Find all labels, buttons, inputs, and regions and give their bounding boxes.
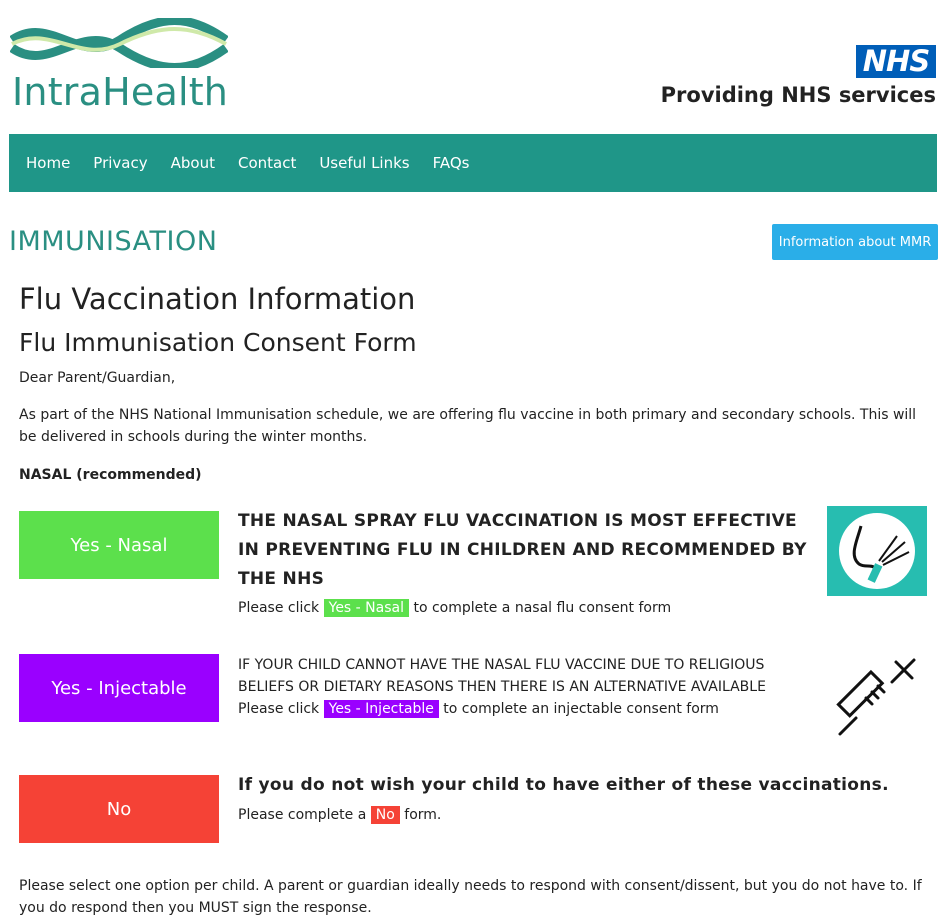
injectable-chip: Yes - Injectable <box>324 700 439 718</box>
nav-contact[interactable]: Contact <box>237 154 297 172</box>
nav-about[interactable]: About <box>170 154 215 172</box>
no-chip: No <box>371 806 400 824</box>
yes-injectable-button[interactable]: Yes - Injectable <box>19 654 219 722</box>
nav-privacy[interactable]: Privacy <box>93 154 148 172</box>
nasal-instruction-post: to complete a nasal flu consent form <box>413 600 672 616</box>
injectable-instruction-post: to complete an injectable consent form <box>443 701 719 717</box>
nasal-option-heading: THE NASAL SPRAY FLU VACCINATION IS MOST EFFECTIVE IN PREVENTING FLU IN CHILDREN AND RECOMMENDED BY THE NHS <box>238 511 807 589</box>
nasal-option-instruction <box>238 597 671 619</box>
page-title: Flu Vaccination Information <box>19 282 416 316</box>
nhs-tagline: Providing NHS services <box>660 83 936 107</box>
no-option-heading: If you do not wish your child to have either of these vaccinations. <box>238 775 889 795</box>
nav-faqs[interactable]: FAQs <box>432 154 470 172</box>
greeting: Dear Parent/Guardian, <box>19 370 176 386</box>
nav-useful-links[interactable]: Useful Links <box>319 154 410 172</box>
footer-note: Please select one option per child. A parent or guardian ideally needs to respond with consent/dissent, but you do not have to. If you do respond then you MUST sign the response. <box>19 878 922 916</box>
page-subtitle: Flu Immunisation Consent Form <box>19 328 417 357</box>
no-instruction-pre: Please complete a <box>238 807 367 823</box>
no-instruction-post: form. <box>404 807 442 823</box>
intro-text: As part of the NHS National Immunisation schedule, we are offering flu vaccine in both primary and secondary schools. This will be delivered in schools during the winter months. <box>19 407 917 445</box>
no-button[interactable]: No <box>19 775 219 843</box>
nav-home[interactable]: Home <box>26 154 71 172</box>
nasal-heading: NASAL (recommended) <box>19 467 202 483</box>
nasal-chip: Yes - Nasal <box>324 599 409 617</box>
injectable-instruction-pre: Please click <box>238 701 320 717</box>
section-title: IMMUNISATION <box>9 226 218 257</box>
site-header <box>0 0 945 134</box>
no-option-instruction <box>238 804 441 826</box>
nasal-instruction-pre: Please click <box>238 600 320 616</box>
logo-text: IntraHealth <box>12 70 229 114</box>
yes-nasal-button[interactable]: Yes - Nasal <box>19 511 219 579</box>
syringe-icon <box>836 654 920 738</box>
mmr-info-button[interactable]: Information about MMR <box>772 224 938 260</box>
injectable-option-heading: IF YOUR CHILD CANNOT HAVE THE NASAL FLU VACCINE DUE TO RELIGIOUS BELIEFS OR DIETARY REASONS THEN THERE IS AN ALTERNATIVE AVAILABLE <box>238 657 766 695</box>
injectable-option-instruction <box>238 698 719 720</box>
main-nav <box>9 134 937 192</box>
wave-logo-icon <box>10 18 228 68</box>
nasal-spray-icon <box>827 506 927 596</box>
nhs-badge: NHS <box>856 45 936 78</box>
